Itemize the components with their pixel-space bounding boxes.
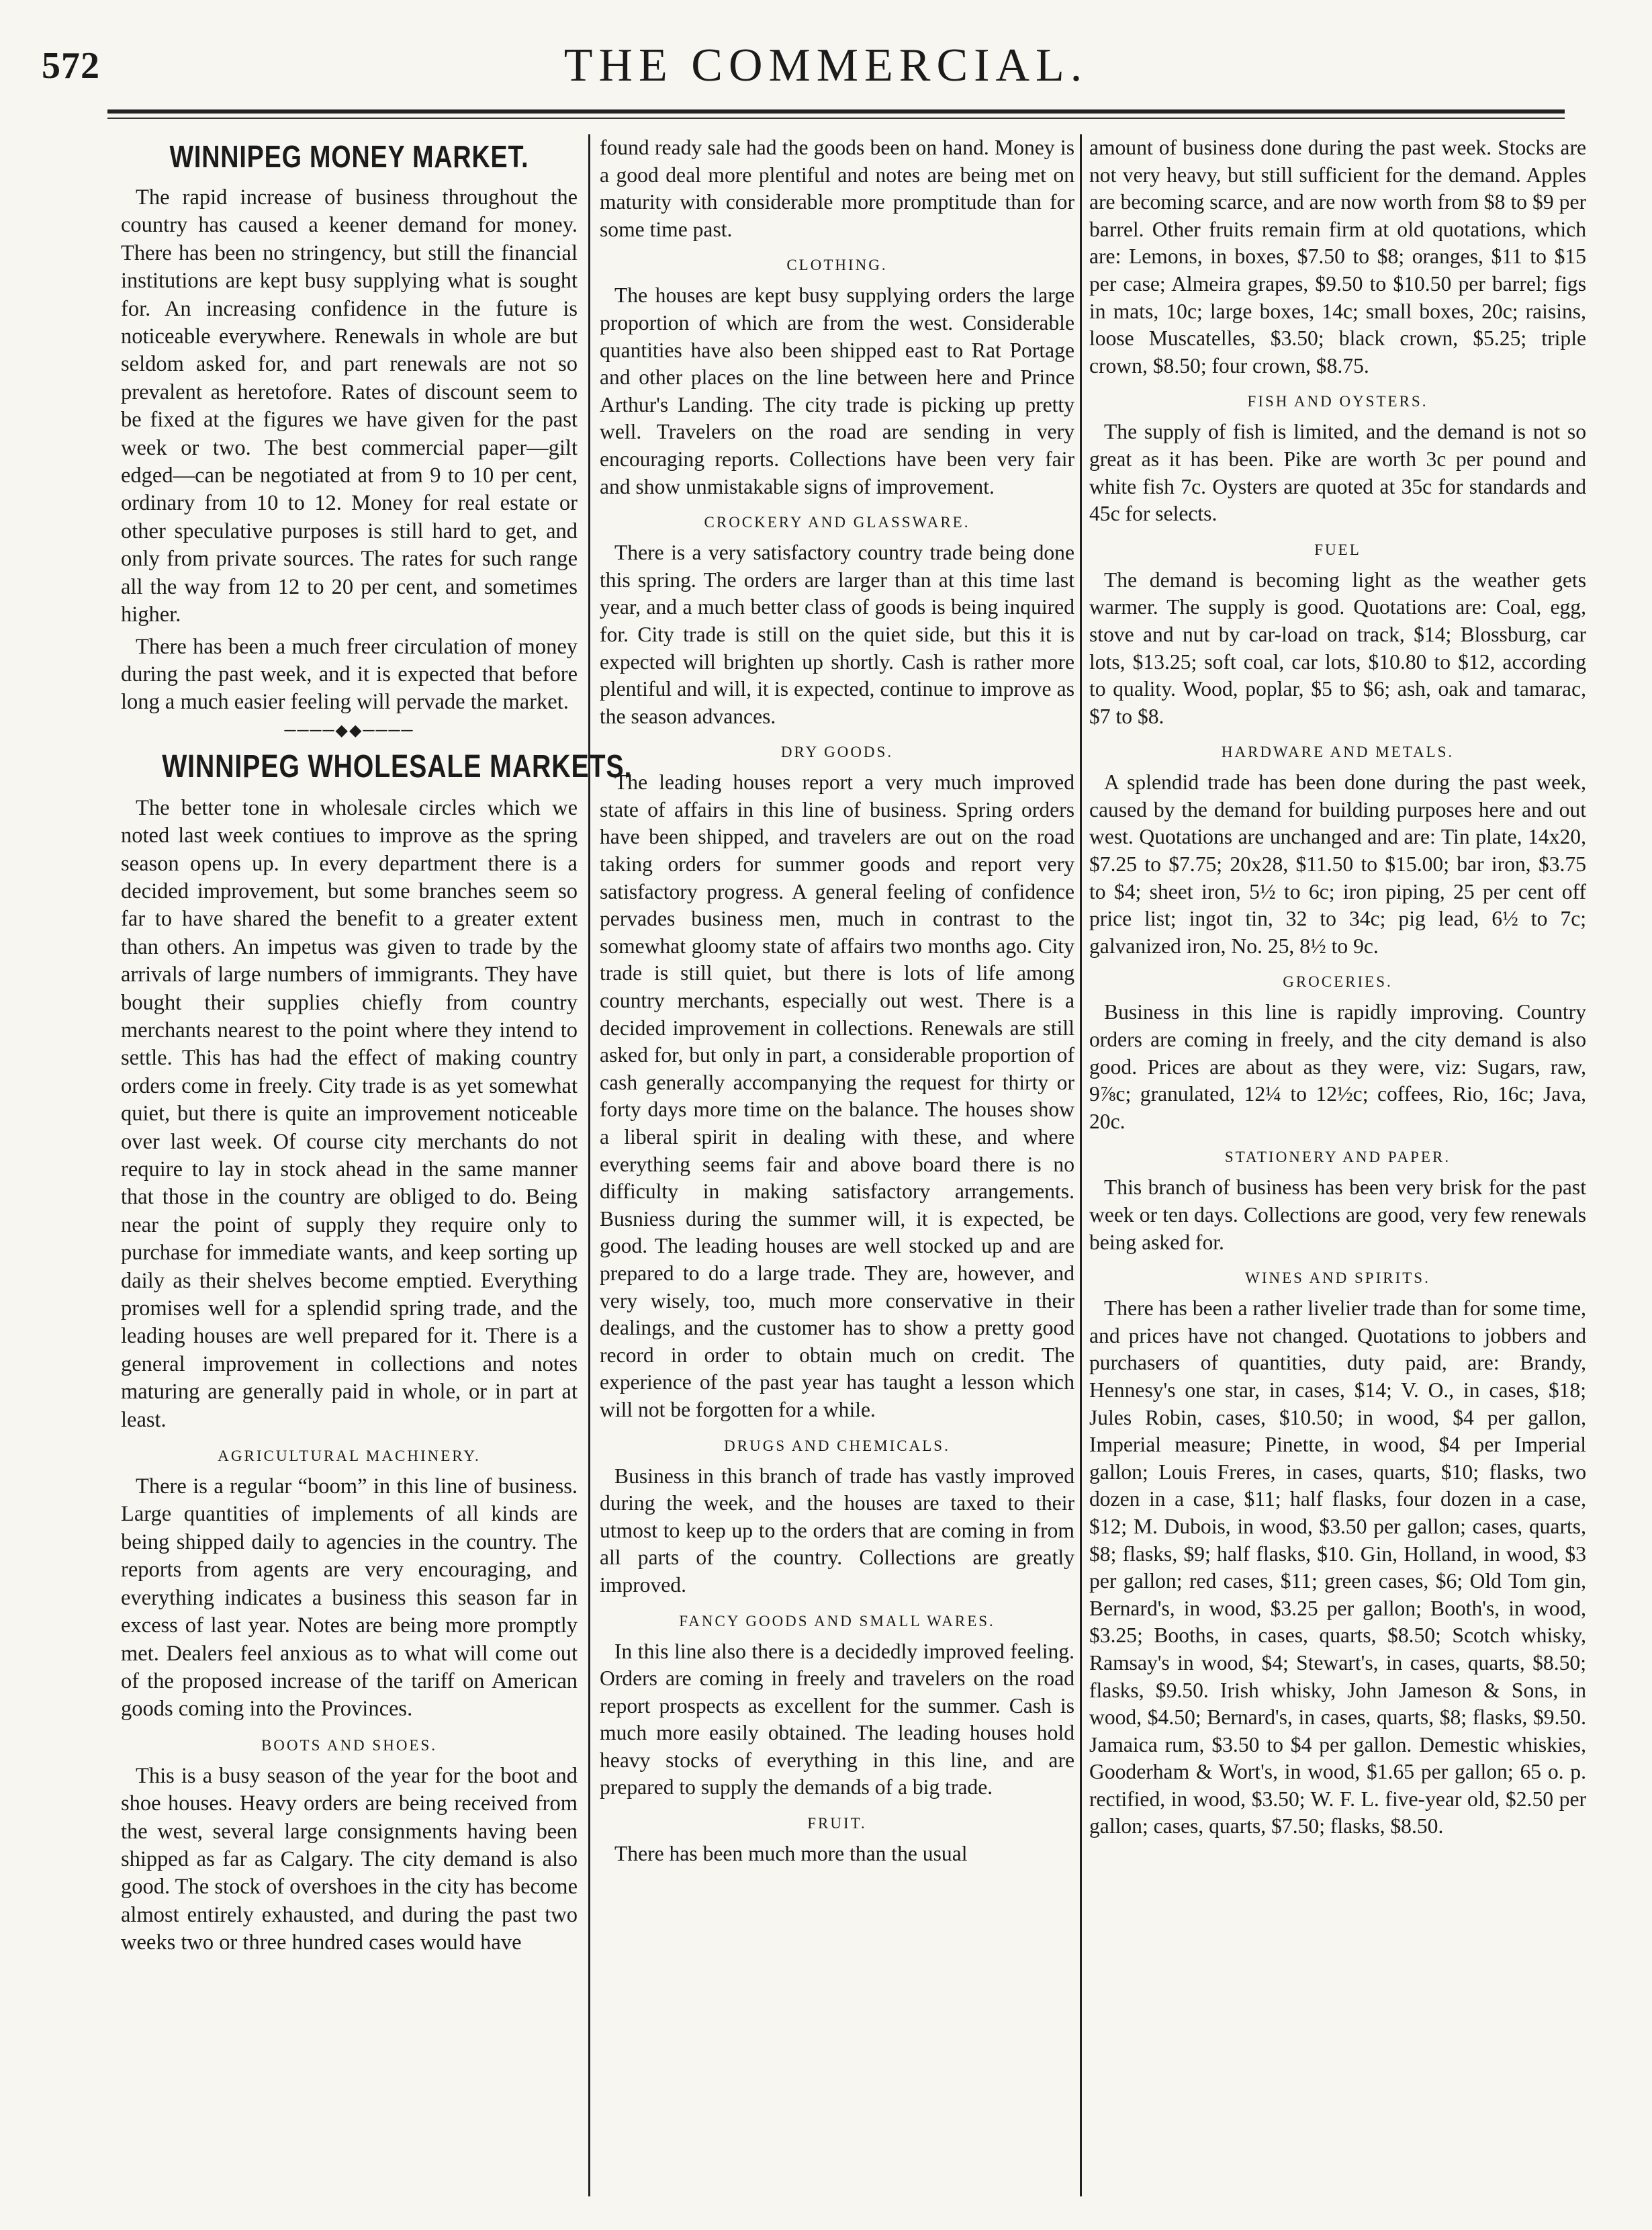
section-heading: FISH AND OYSTERS. — [1247, 393, 1428, 410]
article-paragraph: There has been a much freer circulation of money during the past week, and it is expected that before long a much easier feeling will pervade the market. — [121, 634, 578, 715]
article-paragraph: The demand is becoming light as the weather gets warmer. The supply is good. Quotations are: Coal, egg, stove and nut by car-load on track, $14; Blossburg, car lots, $13.25; soft coal, car lots, $10.80 to $12, according to quality. Wood, poplar, $5 to $6; ash, oak and tamarac, $7 to $8. — [1089, 568, 1586, 728]
article-paragraph: A splendid trade has been done during the past week, caused by the demand for building purposes here and out west. Quotations are unchanged and are: Tin plate, 14x20, $7.25 to $7.75; 20x28, $11.50 to $15.00; bar iron, $3.75 to $4; sheet iron, 5½ to 6c; iron piping, 25 per cent off price list; ingot tin, 32 to 34c; pig lead, 6½ to 7c; galvanized iron, No. 25, 8½ to 9c. — [1089, 770, 1586, 958]
article-paragraph: This is a busy season of the year for the boot and shoe houses. Heavy orders are being received from the west, several large consignments having been shipped as far as Calgary. The city demand is also good. The stock of overshoes in the city has become almost entirely exhausted, and during the past two weeks two or three hundred cases would have — [121, 1763, 578, 1955]
section-heading: FANCY GOODS AND SMALL WARES. — [679, 1612, 995, 1630]
article-paragraph: The better tone in wholesale circles which we noted last week contiues to improve as the spring season opens up. In every department there is a decided improvement, but some branches seem so far to have shared the benefit to a greater extent than others. An impetus was given to trade by the arrivals of large numbers of immigrants. They have bought their supplies chiefly from country merchants nearest to the point where they intend to settle. This has had the effect of making country orders come in freely. City trade is as yet somewhat quiet, but there is quite an improvement noticeable over last week. Of course city merchants do not require to lay in stock ahead in the same manner that those in the country are obliged to do. Being near the point of supply they require only to purchase for immediate wants, and keep sorting up daily as their shelves become emptied. Everything promises well for a splendid spring trade, and the leading houses are well prepared for it. There is a general improvement in collections and notes maturing are generally paid in whole, or in part at least. — [121, 795, 578, 1432]
column-divider — [1080, 134, 1082, 2196]
section-heading: HARDWARE AND METALS. — [1221, 744, 1455, 761]
section-heading: DRUGS AND CHEMICALS. — [724, 1437, 950, 1454]
header-rule — [107, 109, 1565, 114]
article-paragraph: There has been a rather livelier trade than for some time, and prices have not changed. Quotations to jobbers and purchasers of quantities, duty paid, are: Brandy, Hennesy's one star, in cases, $14; V. O., in cases, $18; Jules Robin, cases, $10.50; in wood, $4 per gallon, Imperial measure; Pinette, in wood, $4 per Imperial gallon; Louis Freres, in cases, quarts, $10; flasks, two dozen in a case, $11; half flasks, four dozen in a case, $12; M. Dubois, in wood, $3.50 per gallon; cases, quarts, $8; flasks, $9; half flasks, $10. Gin, Holland, in wood, $3 per gallon; red cases, $11; green cases, $6; Old Tom gin, Bernard's, in wood, $3.25 per gallon; Booth's, in wood, $3.25; Booths, in cases, quarts, $8.50; Scotch whisky, Ramsay's in wood, $4; Stewart's, in cases, quarts, $8.50; flasks, $9.50. Irish whisky, John Jameson & Sons, in wood, $4.50; Bernard's, in cases, quarts, $8; flasks, $9.50. Jamaica rum, $3.50 to $4 per gallon. Demestic whiskies, Gooderham & Wort's, in wood, $1.65 per gallon; 65 o. p. rectified, in wood, $3.50; W. F. L. five-year old, $2.50 per gallon; cases, quarts, $7.50; flasks, $8.50. — [1089, 1296, 1586, 1838]
article-paragraph: The leading houses report a very much improved state of affairs in this line of business. Spring orders have been shipped, and travelers are out on the road taking orders for summer goods and report very satisfactory progress. A general feeling of confidence pervades business men, much in contrast to the somewhat gloomy state of affairs two months ago. City trade is still quiet, but there is lots of life among country merchants, especially out west. There is a decided improvement in collections. Renewals are still asked for, but only in part, a considerable proportion of cash generally accompanying the request for thirty or forty days more time on the balance. The houses show a liberal spirit in dealing with these, and where everything seems fair and above board there is no difficulty in making satisfactory arrangements. Busniess during the summer will, it is expected, be good. The leading houses are well stocked up and are prepared to do a large trade. They are, however, and very wisely, too, much more conservative in their dealings, and the customer has to show a pretty good record in order to obtain much on credit. The experience of the past year has taught a lesson which will not be forgotten for a while. — [600, 770, 1074, 1421]
section-heading: CLOTHING. — [786, 257, 888, 274]
article-paragraph: The rapid increase of business throughout the country has caused a keener demand for money. There has been no stringency, but still the financial institutions are kept busy supplying what is sought for. An increasing confidence in the future is noticeable everywhere. Renewals in whole are but seldom asked for, and part renewals are not so prevalent as heretofore. Rates of discount seem to be fixed at the figures we have given for the past week or two. The best commercial paper—gilt edged—can be negotiated at from 9 to 10 per cent, ordinary from 10 to 12. Money for real estate or other speculative purposes is still hard to get, and only from private sources. The rates for such range all the way from 12 to 20 per cent, and sometimes higher. — [121, 185, 578, 627]
section-heading: BOOTS AND SHOES. — [261, 1736, 438, 1754]
masthead-title: THE COMMERCIAL. — [563, 40, 1089, 91]
article-paragraph: Business in this line is rapidly improving. Country orders are coming in freely, and the city demand is also good. Prices are about as they were, viz: Sugars, raw, 9⅞c; granulated, 12¼ to 12½c; coffees, Rio, 16c; Java, 20c. — [1089, 1000, 1586, 1133]
column-3 — [1089, 134, 1586, 2203]
column-divider — [588, 134, 590, 2196]
header-rule-thin — [107, 118, 1565, 119]
section-heading: FUEL — [1314, 541, 1361, 558]
section-heading: FRUIT. — [807, 1815, 867, 1832]
article-paragraph: There has been much more than the usual — [614, 1842, 968, 1866]
article-paragraph: found ready sale had the goods been on hand. Money is a good deal more plentiful and notes are being met on maturity with considerable more promptitude than for some time past. — [600, 136, 1074, 241]
section-heading: WINES AND SPIRITS. — [1245, 1269, 1430, 1287]
section-heading: GROCERIES. — [1283, 973, 1393, 991]
article-paragraph: In this line also there is a decidedly improved feeling. Orders are coming in freely and travelers on the road report prospects as excellent for the summer. Cash is much more easily obtained. The leading houses hold heavy stocks of everything in this line, and are prepared to supply the demands of a big trade. — [600, 1639, 1074, 1799]
wholesale-markets-title: WINNIPEG WHOLESALE MARKETS. — [162, 748, 633, 785]
article-paragraph: The supply of fish is limited, and the demand is not so great as it has been. Pike are worth 3c per pound and white fish 7c. Oysters are quoted at 35c for standards and 45c for selects. — [1089, 420, 1586, 526]
article-paragraph: The houses are kept busy supplying orders the large proportion of which are from the west. Considerable quantities have also been shipped east to Rat Portage and other places on the line between here and Prince Arthur's Landing. The city trade is picking up pretty well. Travelers on the road are sending in very encouraging reports. Collections have been very fair and show unmistakable signs of improvement. — [600, 283, 1074, 498]
money-market-title: WINNIPEG MONEY MARKET. — [169, 139, 529, 174]
section-heading: AGRICULTURAL MACHINERY. — [218, 1447, 481, 1465]
section-heading: STATIONERY AND PAPER. — [1224, 1149, 1451, 1166]
article-paragraph: Business in this branch of trade has vastly improved during the week, and the houses are taxed to their utmost to keep up to the orders that are coming in from all parts of the country. Collections are greatly improved. — [600, 1464, 1074, 1597]
page-number: 572 — [42, 45, 100, 87]
article-paragraph: This branch of business has been very brisk for the past week or ten days. Collections are good, very few renewals being asked for. — [1089, 1175, 1586, 1254]
section-heading: DRY GOODS. — [780, 744, 894, 761]
section-ornament: ────◆◆──── — [284, 721, 414, 740]
article-paragraph: amount of business done during the past week. Stocks are not very heavy, but still sufficient for the demand. Apples are becoming scarce, and are now worth from $8 to $9 per barrel. Other fruits remain firm at old quotations, which are: Lemons, in boxes, $7.50 to $8; oranges, $11 to $15 per case; Almeira grapes, $9.50 to $10.50 per barrel; figs in mats, 10c; large boxes, 14c; small boxes, 20c; raisins, loose Muscatelles, $3.50; black crown, $5.25; triple crown, $8.50; four crown, $8.75. — [1089, 136, 1586, 377]
column-1 — [121, 134, 633, 2203]
section-heading: CROCKERY AND GLASSWARE. — [704, 514, 970, 531]
column-2 — [600, 134, 1074, 2203]
article-paragraph: There is a very satisfactory country trade being done this spring. The orders are larger than at this time last year, and a much better class of goods is being inquired for. City trade is still on the quiet side, but this it is expected will brighten up shortly. Cash is rather more plentiful and will, it is expected, continue to improve as the season advances. — [600, 541, 1074, 728]
article-paragraph: There is a regular “boom” in this line of business. Large quantities of implements of all kinds are being shipped daily to agencies in the country. The reports from agents are very encouraging, and everything indicates a business this season far in excess of last year. Notes are being more promptly met. Dealers feel anxious as to what will come out of the proposed increase of the tariff on American goods coming into the Provinces. — [121, 1474, 578, 1722]
